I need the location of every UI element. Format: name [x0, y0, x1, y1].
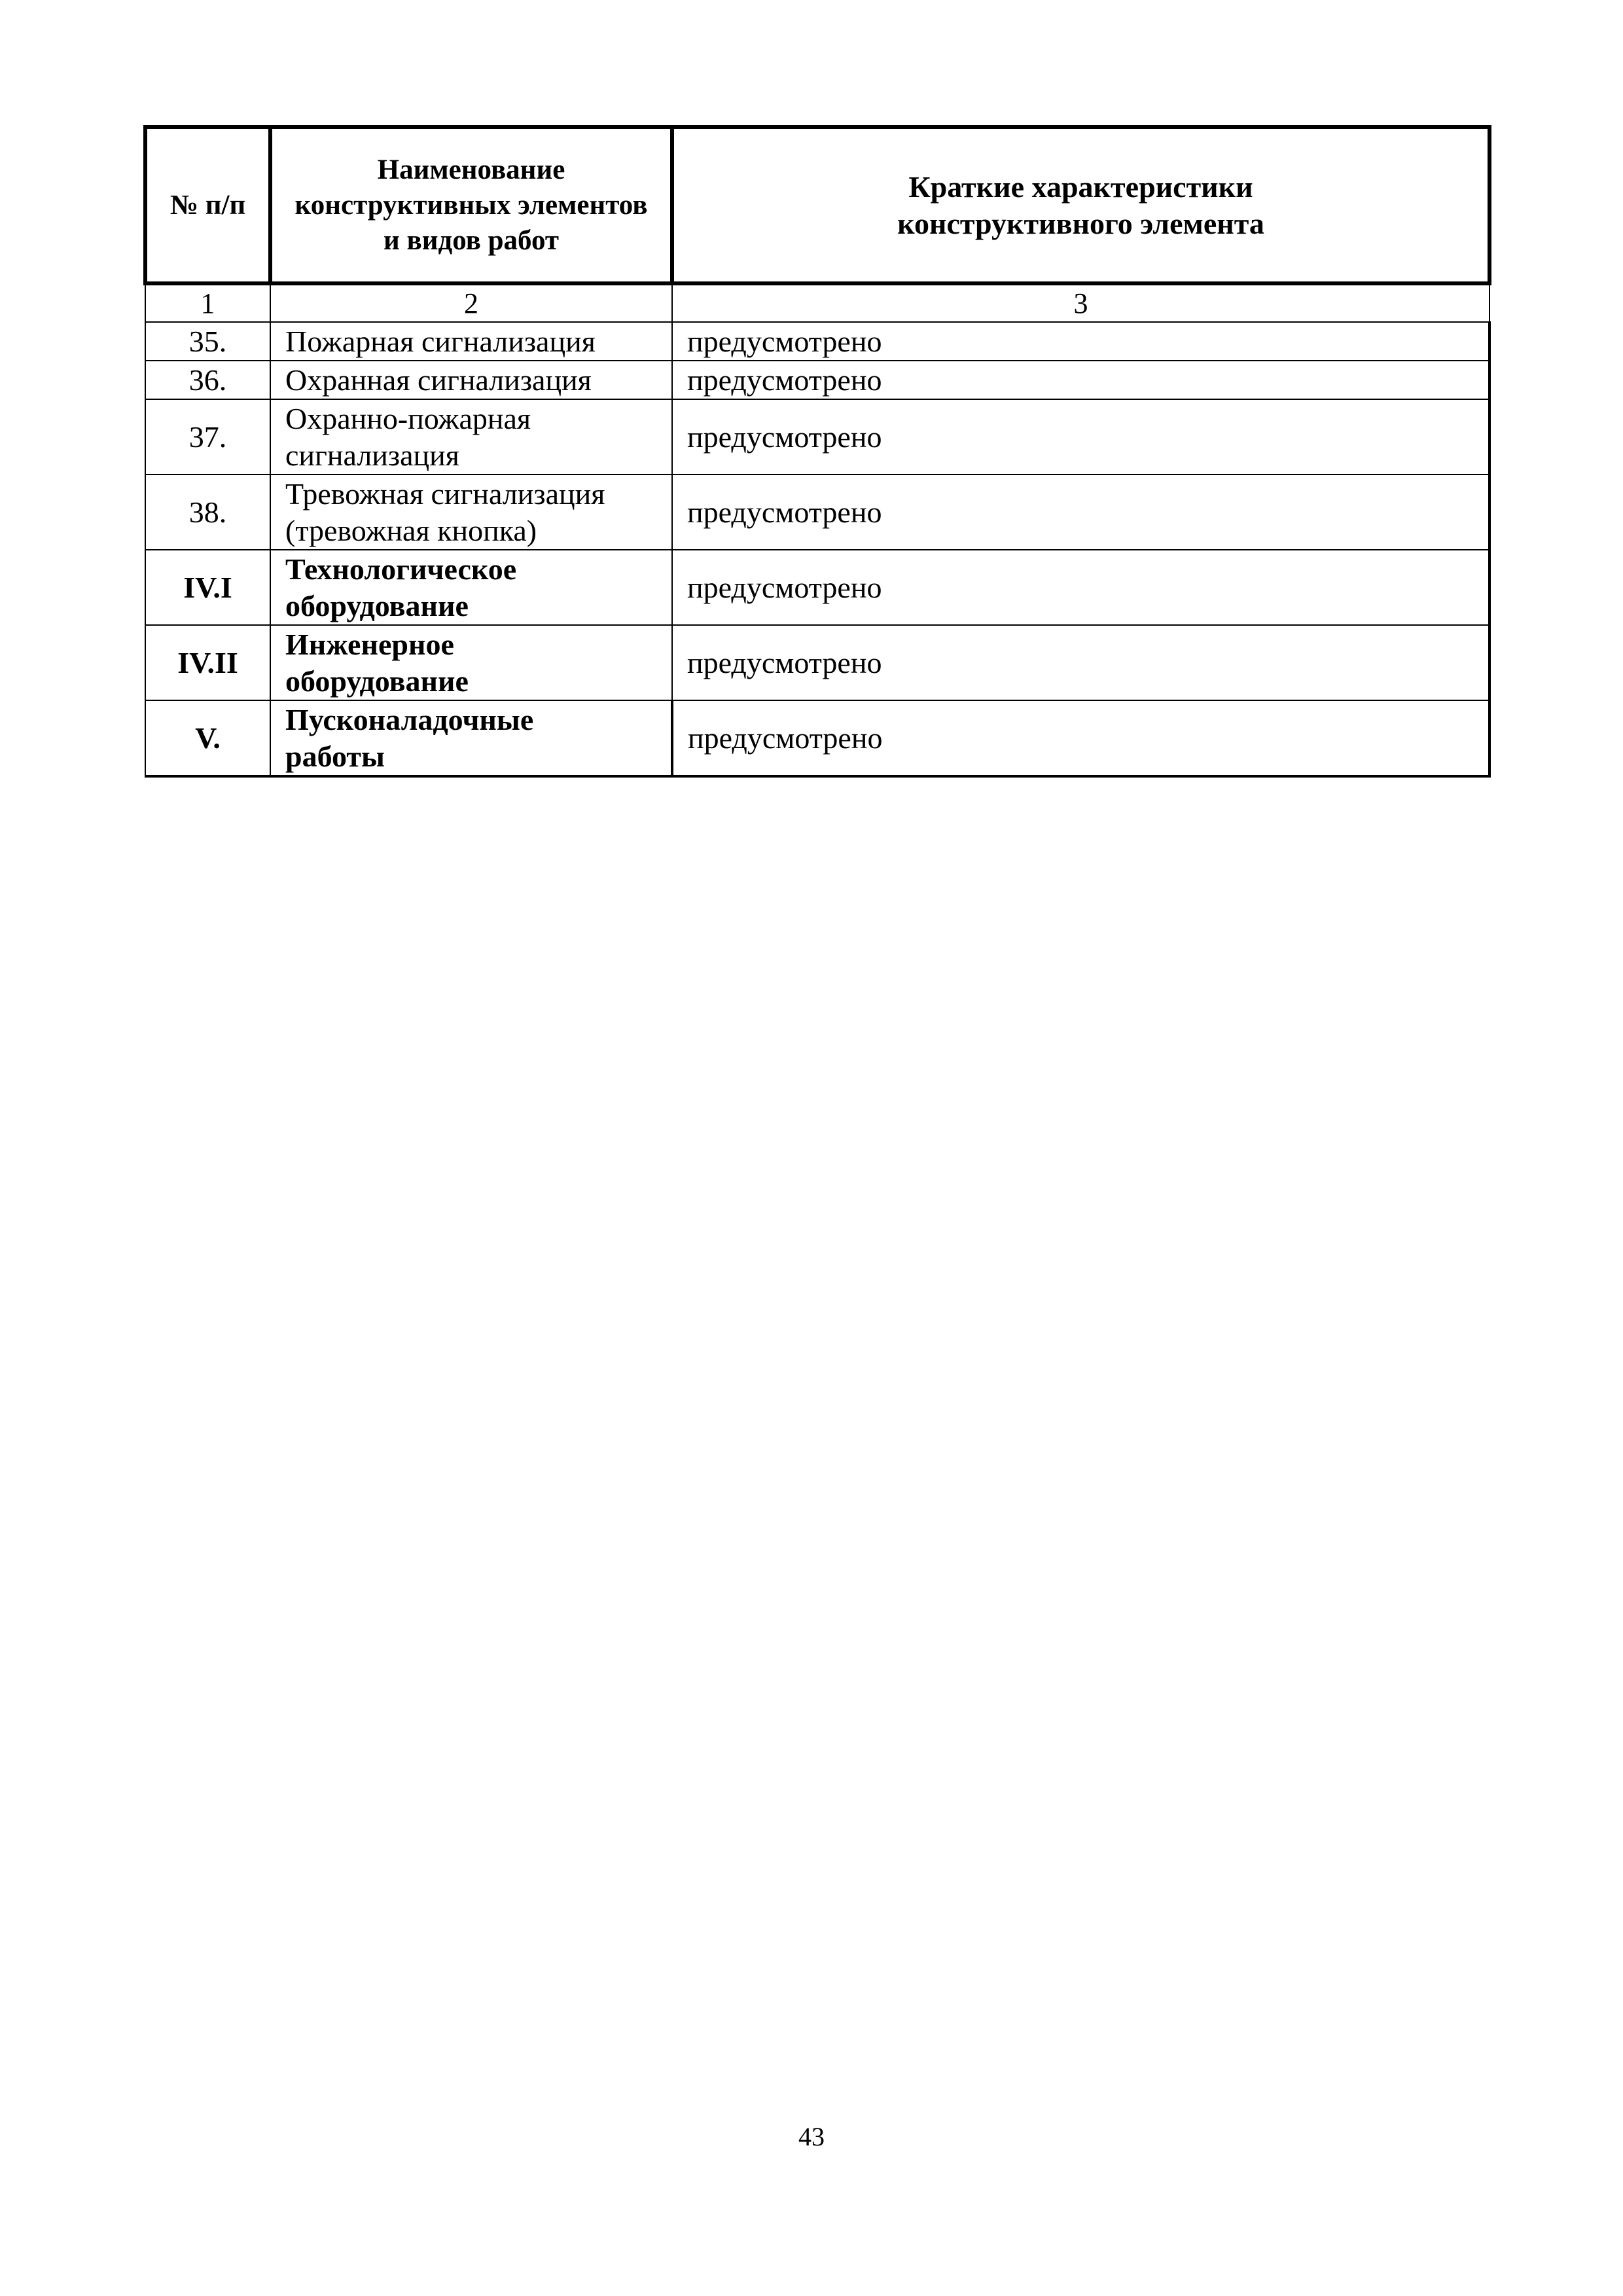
row-name: Пожарная сигнализация [270, 322, 672, 361]
header-number: № п/п [145, 127, 270, 283]
row-description: предусмотрено [672, 361, 1489, 399]
row-description: предусмотрено [672, 550, 1489, 625]
row-description: предусмотрено [672, 700, 1489, 776]
row-name: Пусконаладочные работы [270, 700, 672, 776]
row-name: Охранная сигнализация [270, 361, 672, 399]
column-index-1: 1 [145, 283, 270, 322]
table-row [145, 322, 1489, 361]
header-element-name: Наименование конструктивных элементов и видов работ [270, 127, 672, 283]
row-number: 36. [145, 361, 270, 399]
table-header-row [145, 127, 1489, 283]
row-description: предусмотрено [672, 399, 1489, 475]
row-name: Тревожная сигнализация (тревожная кнопка) [270, 475, 672, 550]
row-name: Технологическое оборудование [270, 550, 672, 625]
table-row [145, 625, 1489, 700]
column-index-2: 2 [270, 283, 672, 322]
table-row [145, 361, 1489, 399]
column-index-row [145, 283, 1489, 322]
header-characteristics: Краткие характеристики конструктивного элемента [672, 127, 1489, 283]
row-name: Охранно-пожарная сигнализация [270, 399, 672, 475]
row-number: 38. [145, 475, 270, 550]
row-number: IV.I [145, 550, 270, 625]
row-name: Инженерное оборудование [270, 625, 672, 700]
table-row [145, 399, 1489, 475]
table-row [145, 475, 1489, 550]
row-number: 37. [145, 399, 270, 475]
row-number: V. [145, 700, 270, 776]
row-description: предусмотрено [672, 625, 1489, 700]
row-description: предусмотрено [672, 475, 1489, 550]
specification-table [143, 125, 1491, 778]
row-number: IV.II [145, 625, 270, 700]
table-row [145, 700, 1489, 776]
column-index-3: 3 [672, 283, 1489, 322]
page-number: 43 [798, 2122, 825, 2151]
row-description: предусмотрено [672, 322, 1489, 361]
table-row [145, 550, 1489, 625]
row-number: 35. [145, 322, 270, 361]
